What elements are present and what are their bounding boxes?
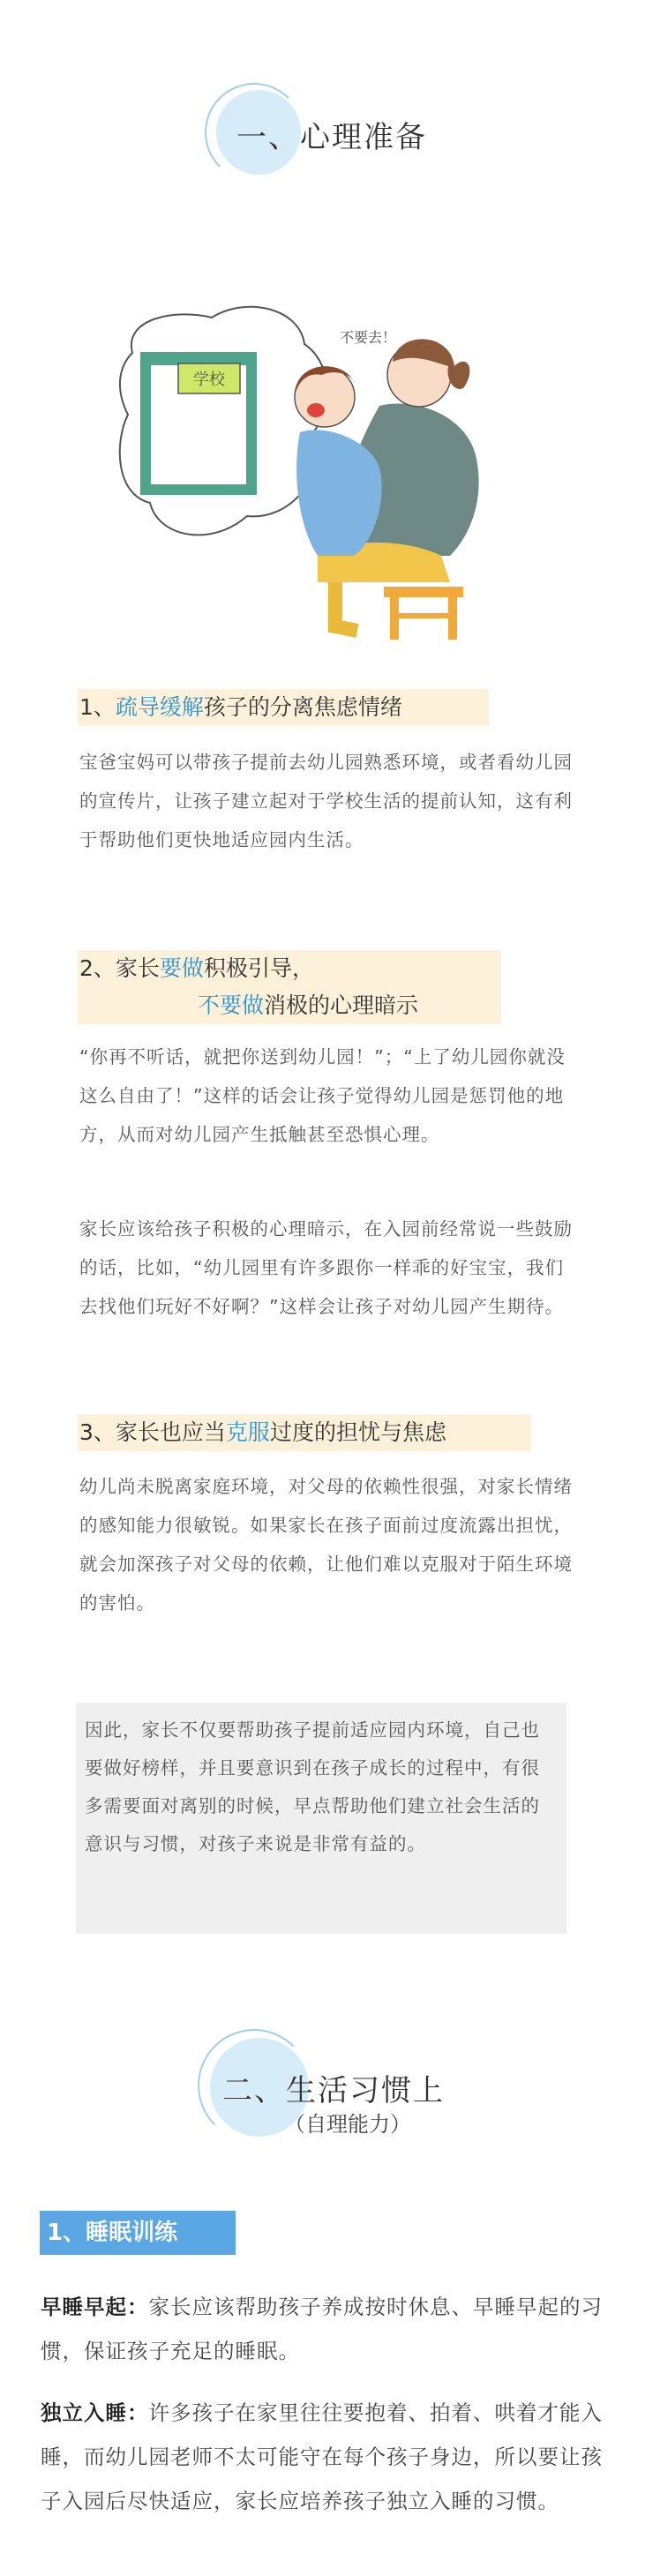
heading-2-line-2 [198, 987, 418, 1024]
sleep-paragraph-2 [41, 2391, 605, 2523]
heading-3 [79, 1414, 446, 1451]
illustration [115, 291, 521, 644]
speech-text: 不要去！ [340, 329, 397, 346]
heading-2-highlight-1: 要做 [159, 955, 204, 981]
paragraph-3: 家长应该给孩子积极的心理暗示，在入园前经常说一些鼓励的话，比如，“幼儿园里有许多跟你一样乖的好宝宝，我们去找他们玩好不好啊？”这样会让孩子对幼儿园产生期待。 [79, 1218, 573, 1317]
summary-box [76, 1703, 566, 1934]
heading-1-num: 1、 [79, 694, 116, 720]
section-title-text: 一、心理准备 [236, 120, 427, 155]
heading-2-line-1 [79, 950, 314, 987]
summary-text: 因此，家长不仅要帮助孩子提前适应园内环境，自己也要做好榜样，并且要意识到在孩子成长的过程中，有很多需要面对离别的时候，早点帮助他们建立社会生活的意识与习惯，对孩子来说是非常有益的。 [85, 1719, 540, 1854]
heading-1 [79, 689, 402, 726]
heading-1-rest: 孩子的分离焦虑情绪 [203, 694, 402, 720]
heading-1-highlight: 疏导缓解 [115, 694, 204, 720]
section-title-2 [0, 2020, 645, 2135]
section-title-1 [0, 71, 645, 185]
sleep-label-1: 早睡早起： [41, 2295, 149, 2319]
section-title-text: 二、生活习惯上 [222, 2073, 445, 2108]
heading-2-highlight-2: 不要做 [198, 992, 265, 1018]
sleep-training-tag: 1、睡眠训练 [40, 2211, 236, 2255]
heading-2-num: 2、 [79, 955, 116, 981]
heading-2-rest-2: 消极的心理暗示 [264, 992, 419, 1018]
sleep-label-2: 独立入睡： [41, 2400, 149, 2425]
heading-3-highlight: 克服 [225, 1419, 270, 1445]
thought-cloud [120, 307, 327, 535]
heading-3-num: 3、 [79, 1419, 116, 1445]
section-subtitle-text: （自理能力） [284, 2112, 411, 2137]
sleep-text-2: 许多孩子在家里往往要抱着、拍着、哄着才能入睡，而幼儿园老师不太可能守在每个孩子身边，所以要让孩子入园后尽快适应，家长应培养孩子独立入睡的习惯。 [41, 2400, 603, 2513]
paragraph-1: 宝爸宝妈可以带孩子提前去幼儿园熟悉环境，或者看幼儿园的宣传片，让孩子建立起对于学校生活的提前认知，这有利于帮助他们更快地适应园内生活。 [79, 752, 573, 850]
heading-2-rest-1: 积极引导， [203, 955, 314, 981]
school-sign-text: 学校 [193, 371, 225, 389]
heading-2-pre: 家长 [115, 955, 160, 981]
sleep-text-1: 家长应该帮助孩子养成按时休息、早睡早起的习惯，保证孩子充足的睡眠。 [41, 2295, 603, 2363]
sleep-paragraph-1 [41, 2285, 605, 2373]
paragraph-4: 幼儿尚未脱离家庭环境，对父母的依赖性很强，对家长情绪的感知能力很敏锐。如果家长在孩子面前过度流露出担忧，就会加深孩子对父母的依赖，让他们难以克服对于陌生环境的害怕。 [79, 1476, 573, 1614]
heading-3-pre: 家长也应当 [115, 1419, 226, 1445]
heading-3-rest: 过度的担忧与焦虑 [269, 1419, 446, 1445]
paragraph-2: “你再不听话，就把你送到幼儿园！”；“上了幼儿园你就没这么自由了！”这样的话会让孩子觉得幼儿园是惩罚他的地方，从而对幼儿园产生抵触甚至恐惧心理。 [79, 1046, 566, 1145]
